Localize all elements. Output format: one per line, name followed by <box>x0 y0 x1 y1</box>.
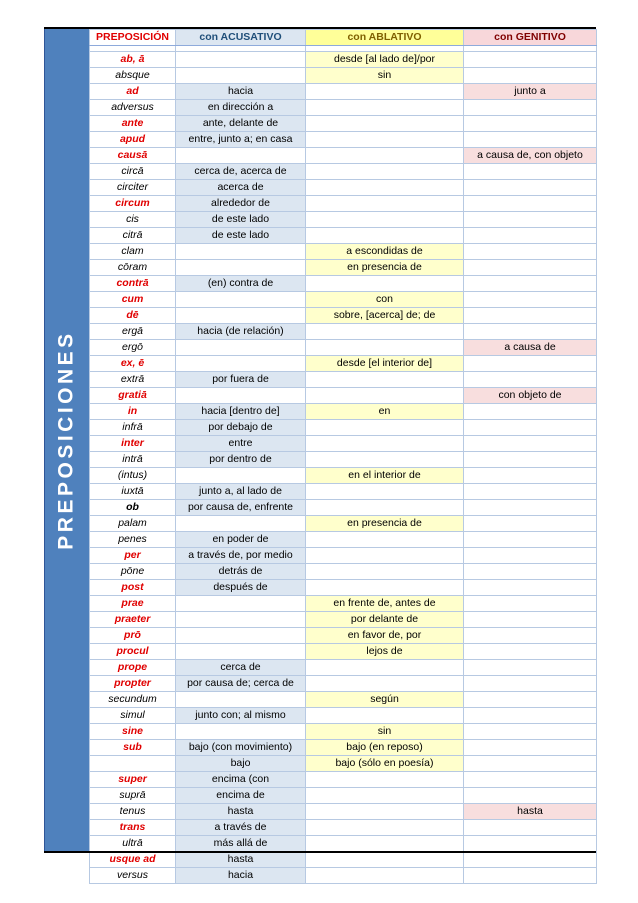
ablativo-cell: bajo (sólo en poesía) <box>306 756 464 772</box>
genitivo-cell <box>464 196 597 212</box>
table-row <box>90 788 597 804</box>
acusativo-cell: encima (con <box>176 772 306 788</box>
genitivo-cell <box>464 52 597 68</box>
ablativo-cell <box>306 564 464 580</box>
preposition-cell: contrā <box>90 276 176 292</box>
acusativo-cell: hacia [dentro de] <box>176 404 306 420</box>
table-row <box>90 404 597 420</box>
preposition-cell: inter <box>90 436 176 452</box>
acusativo-cell <box>176 260 306 276</box>
ablativo-cell <box>306 116 464 132</box>
table-row <box>90 292 597 308</box>
genitivo-cell <box>464 708 597 724</box>
table-row <box>90 180 597 196</box>
genitivo-cell: hasta <box>464 804 597 820</box>
preposition-cell: ob <box>90 500 176 516</box>
table-row <box>90 644 597 660</box>
genitivo-cell <box>464 548 597 564</box>
preposition-cell: versus <box>90 868 176 884</box>
acusativo-cell: por dentro de <box>176 452 306 468</box>
ablativo-cell <box>306 324 464 340</box>
acusativo-cell <box>176 468 306 484</box>
acusativo-cell <box>176 148 306 164</box>
preposition-cell: prae <box>90 596 176 612</box>
preposition-cell: post <box>90 580 176 596</box>
acusativo-cell: bajo <box>176 756 306 772</box>
preposition-cell: circum <box>90 196 176 212</box>
preposition-cell: infrā <box>90 420 176 436</box>
side-title: PREPOSICIONES <box>55 330 79 550</box>
table-row <box>90 564 597 580</box>
ablativo-cell <box>306 196 464 212</box>
table-row <box>90 116 597 132</box>
acusativo-cell: hacia (de relación) <box>176 324 306 340</box>
acusativo-cell: después de <box>176 580 306 596</box>
table-row <box>90 196 597 212</box>
preposition-cell: pōne <box>90 564 176 580</box>
acusativo-cell: entre, junto a; en casa <box>176 132 306 148</box>
preposition-cell: circiter <box>90 180 176 196</box>
ablativo-cell <box>306 772 464 788</box>
acusativo-cell <box>176 612 306 628</box>
table-row <box>90 756 597 772</box>
ablativo-cell <box>306 340 464 356</box>
acusativo-cell <box>176 292 306 308</box>
ablativo-cell <box>306 372 464 388</box>
genitivo-cell <box>464 212 597 228</box>
preposition-cell: sub <box>90 740 176 756</box>
genitivo-cell <box>464 484 597 500</box>
preposition-cell: dē <box>90 308 176 324</box>
ablativo-cell <box>306 148 464 164</box>
genitivo-cell <box>464 132 597 148</box>
preposition-cell: cōram <box>90 260 176 276</box>
preposition-cell: cum <box>90 292 176 308</box>
table-row <box>90 244 597 260</box>
table-row <box>90 804 597 820</box>
header-genitivo: con GENITIVO <box>464 30 597 46</box>
ablativo-cell <box>306 132 464 148</box>
acusativo-cell: encima de <box>176 788 306 804</box>
acusativo-cell: hasta <box>176 804 306 820</box>
acusativo-cell <box>176 244 306 260</box>
genitivo-cell: junto a <box>464 84 597 100</box>
acusativo-cell: por fuera de <box>176 372 306 388</box>
genitivo-cell <box>464 164 597 180</box>
acusativo-cell: ante, delante de <box>176 116 306 132</box>
preposition-cell: palam <box>90 516 176 532</box>
ablativo-cell: en frente de, antes de <box>306 596 464 612</box>
acusativo-cell: entre <box>176 436 306 452</box>
table-row <box>90 260 597 276</box>
preposition-cell: citrā <box>90 228 176 244</box>
preposition-cell: extrā <box>90 372 176 388</box>
table-row <box>90 276 597 292</box>
ablativo-cell: sin <box>306 724 464 740</box>
table-row <box>90 420 597 436</box>
acusativo-cell <box>176 52 306 68</box>
preposition-cell: per <box>90 548 176 564</box>
preposition-cell: gratiā <box>90 388 176 404</box>
preposition-cell: clam <box>90 244 176 260</box>
table-row <box>90 516 597 532</box>
preposition-cell: sine <box>90 724 176 740</box>
genitivo-cell <box>464 564 597 580</box>
genitivo-cell <box>464 228 597 244</box>
genitivo-cell <box>464 724 597 740</box>
header-acusativo: con ACUSATIVO <box>176 30 306 46</box>
preposition-cell: simul <box>90 708 176 724</box>
acusativo-cell: por debajo de <box>176 420 306 436</box>
table-row <box>90 84 597 100</box>
genitivo-cell: a causa de, con objeto <box>464 148 597 164</box>
genitivo-cell <box>464 756 597 772</box>
genitivo-cell <box>464 516 597 532</box>
acusativo-cell: junto con; al mismo <box>176 708 306 724</box>
ablativo-cell <box>306 100 464 116</box>
acusativo-cell: hasta <box>176 852 306 868</box>
preposition-cell: causā <box>90 148 176 164</box>
acusativo-cell <box>176 356 306 372</box>
ablativo-cell: bajo (en reposo) <box>306 740 464 756</box>
preposition-cell: suprā <box>90 788 176 804</box>
genitivo-cell: con objeto de <box>464 388 597 404</box>
table-row <box>90 436 597 452</box>
preposition-cell: trans <box>90 820 176 836</box>
genitivo-cell <box>464 692 597 708</box>
preposition-cell: prope <box>90 660 176 676</box>
genitivo-cell <box>464 740 597 756</box>
table-row <box>90 132 597 148</box>
acusativo-cell: a través de, por medio <box>176 548 306 564</box>
table-row <box>90 468 597 484</box>
prepositions-table-wrapper <box>89 29 596 884</box>
table-row <box>90 68 597 84</box>
table-row <box>90 484 597 500</box>
genitivo-cell <box>464 324 597 340</box>
table-row <box>90 596 597 612</box>
genitivo-cell <box>464 612 597 628</box>
genitivo-cell <box>464 788 597 804</box>
table-row <box>90 100 597 116</box>
table-row <box>90 340 597 356</box>
ablativo-cell: por delante de <box>306 612 464 628</box>
genitivo-cell <box>464 436 597 452</box>
genitivo-cell <box>464 644 597 660</box>
table-row <box>90 660 597 676</box>
table-row <box>90 740 597 756</box>
acusativo-cell <box>176 68 306 84</box>
table-row <box>90 324 597 340</box>
acusativo-cell: acerca de <box>176 180 306 196</box>
preposition-cell: penes <box>90 532 176 548</box>
genitivo-cell <box>464 420 597 436</box>
header-preposicion: PREPOSICIÓN <box>90 30 176 46</box>
header-ablativo: con ABLATIVO <box>306 30 464 46</box>
table-row <box>90 500 597 516</box>
genitivo-cell <box>464 292 597 308</box>
table-row <box>90 148 597 164</box>
acusativo-cell: de este lado <box>176 228 306 244</box>
acusativo-cell <box>176 388 306 404</box>
preposition-cell: ergā <box>90 324 176 340</box>
acusativo-cell: de este lado <box>176 212 306 228</box>
table-row <box>90 228 597 244</box>
table-row <box>90 628 597 644</box>
table-row <box>90 708 597 724</box>
genitivo-cell <box>464 500 597 516</box>
acusativo-cell: en poder de <box>176 532 306 548</box>
preposition-cell: in <box>90 404 176 420</box>
ablativo-cell: en presencia de <box>306 260 464 276</box>
preposition-cell: tenus <box>90 804 176 820</box>
preposition-cell: intrā <box>90 452 176 468</box>
acusativo-cell <box>176 516 306 532</box>
acusativo-cell <box>176 340 306 356</box>
ablativo-cell: en presencia de <box>306 516 464 532</box>
ablativo-cell <box>306 836 464 852</box>
ablativo-cell <box>306 852 464 868</box>
genitivo-cell <box>464 820 597 836</box>
preposition-cell: ergō <box>90 340 176 356</box>
ablativo-cell <box>306 420 464 436</box>
acusativo-cell: cerca de, acerca de <box>176 164 306 180</box>
ablativo-cell <box>306 276 464 292</box>
preposition-cell: apud <box>90 132 176 148</box>
acusativo-cell <box>176 628 306 644</box>
preposition-cell <box>90 756 176 772</box>
genitivo-cell <box>464 532 597 548</box>
genitivo-cell <box>464 356 597 372</box>
genitivo-cell <box>464 852 597 868</box>
table-body <box>90 46 597 884</box>
acusativo-cell: por causa de, enfrente <box>176 500 306 516</box>
genitivo-cell <box>464 868 597 884</box>
ablativo-cell <box>306 548 464 564</box>
ablativo-cell <box>306 788 464 804</box>
ablativo-cell: sin <box>306 68 464 84</box>
table-row <box>90 372 597 388</box>
preposition-cell: super <box>90 772 176 788</box>
preposition-cell: ex, ē <box>90 356 176 372</box>
preposition-cell: (intus) <box>90 468 176 484</box>
ablativo-cell <box>306 500 464 516</box>
acusativo-cell: hacia <box>176 868 306 884</box>
side-band <box>44 29 89 851</box>
preposition-cell: circā <box>90 164 176 180</box>
acusativo-cell: bajo (con movimiento) <box>176 740 306 756</box>
genitivo-cell <box>464 180 597 196</box>
table-row <box>90 548 597 564</box>
table-row <box>90 868 597 884</box>
bottom-rule <box>44 851 596 853</box>
preposition-cell: usque ad <box>90 852 176 868</box>
preposition-cell: iuxtā <box>90 484 176 500</box>
header-row <box>90 30 597 46</box>
genitivo-cell <box>464 580 597 596</box>
table-row <box>90 532 597 548</box>
acusativo-cell <box>176 724 306 740</box>
genitivo-cell <box>464 452 597 468</box>
ablativo-cell <box>306 676 464 692</box>
ablativo-cell <box>306 164 464 180</box>
ablativo-cell: con <box>306 292 464 308</box>
acusativo-cell: en dirección a <box>176 100 306 116</box>
table-row <box>90 452 597 468</box>
table-row <box>90 612 597 628</box>
table-row <box>90 852 597 868</box>
table-row <box>90 212 597 228</box>
ablativo-cell <box>306 708 464 724</box>
ablativo-cell: en el interior de <box>306 468 464 484</box>
prepositions-table <box>89 29 597 884</box>
preposition-cell: propter <box>90 676 176 692</box>
table-row <box>90 772 597 788</box>
table-row <box>90 308 597 324</box>
ablativo-cell <box>306 436 464 452</box>
ablativo-cell <box>306 84 464 100</box>
genitivo-cell <box>464 372 597 388</box>
ablativo-cell: sobre, [acerca] de; de <box>306 308 464 324</box>
ablativo-cell <box>306 452 464 468</box>
genitivo-cell <box>464 260 597 276</box>
genitivo-cell <box>464 404 597 420</box>
table-row <box>90 356 597 372</box>
preposition-cell: ultrā <box>90 836 176 852</box>
preposition-cell: ad <box>90 84 176 100</box>
genitivo-cell <box>464 836 597 852</box>
acusativo-cell: junto a, al lado de <box>176 484 306 500</box>
preposition-cell: prō <box>90 628 176 644</box>
ablativo-cell: según <box>306 692 464 708</box>
preposition-cell: absque <box>90 68 176 84</box>
acusativo-cell: por causa de; cerca de <box>176 676 306 692</box>
ablativo-cell <box>306 868 464 884</box>
preposition-cell: procul <box>90 644 176 660</box>
table-row <box>90 836 597 852</box>
genitivo-cell <box>464 244 597 260</box>
ablativo-cell: en favor de, por <box>306 628 464 644</box>
ablativo-cell <box>306 212 464 228</box>
acusativo-cell: más allá de <box>176 836 306 852</box>
ablativo-cell: en <box>306 404 464 420</box>
acusativo-cell: hacia <box>176 84 306 100</box>
genitivo-cell: a causa de <box>464 340 597 356</box>
acusativo-cell: cerca de <box>176 660 306 676</box>
ablativo-cell <box>306 660 464 676</box>
genitivo-cell <box>464 660 597 676</box>
genitivo-cell <box>464 116 597 132</box>
ablativo-cell <box>306 804 464 820</box>
genitivo-cell <box>464 68 597 84</box>
acusativo-cell <box>176 692 306 708</box>
ablativo-cell <box>306 484 464 500</box>
table-row <box>90 164 597 180</box>
table-row <box>90 388 597 404</box>
genitivo-cell <box>464 276 597 292</box>
table-row <box>90 692 597 708</box>
acusativo-cell: (en) contra de <box>176 276 306 292</box>
ablativo-cell <box>306 532 464 548</box>
genitivo-cell <box>464 308 597 324</box>
ablativo-cell: a escondidas de <box>306 244 464 260</box>
table-row <box>90 676 597 692</box>
ablativo-cell: desde [al lado de]/por <box>306 52 464 68</box>
preposition-cell: ab, ā <box>90 52 176 68</box>
genitivo-cell <box>464 100 597 116</box>
acusativo-cell: detrás de <box>176 564 306 580</box>
preposition-cell: cis <box>90 212 176 228</box>
acusativo-cell: alrededor de <box>176 196 306 212</box>
preposition-cell: praeter <box>90 612 176 628</box>
acusativo-cell <box>176 644 306 660</box>
table-row <box>90 580 597 596</box>
genitivo-cell <box>464 596 597 612</box>
table-row <box>90 820 597 836</box>
table-row <box>90 52 597 68</box>
ablativo-cell <box>306 180 464 196</box>
table-row <box>90 724 597 740</box>
genitivo-cell <box>464 676 597 692</box>
acusativo-cell <box>176 596 306 612</box>
ablativo-cell: lejos de <box>306 644 464 660</box>
ablativo-cell <box>306 228 464 244</box>
acusativo-cell <box>176 308 306 324</box>
preposition-cell: adversus <box>90 100 176 116</box>
ablativo-cell <box>306 820 464 836</box>
ablativo-cell <box>306 388 464 404</box>
genitivo-cell <box>464 772 597 788</box>
ablativo-cell: desde [el interior de] <box>306 356 464 372</box>
preposition-cell: ante <box>90 116 176 132</box>
ablativo-cell <box>306 580 464 596</box>
preposition-cell: secundum <box>90 692 176 708</box>
acusativo-cell: a través de <box>176 820 306 836</box>
genitivo-cell <box>464 628 597 644</box>
genitivo-cell <box>464 468 597 484</box>
